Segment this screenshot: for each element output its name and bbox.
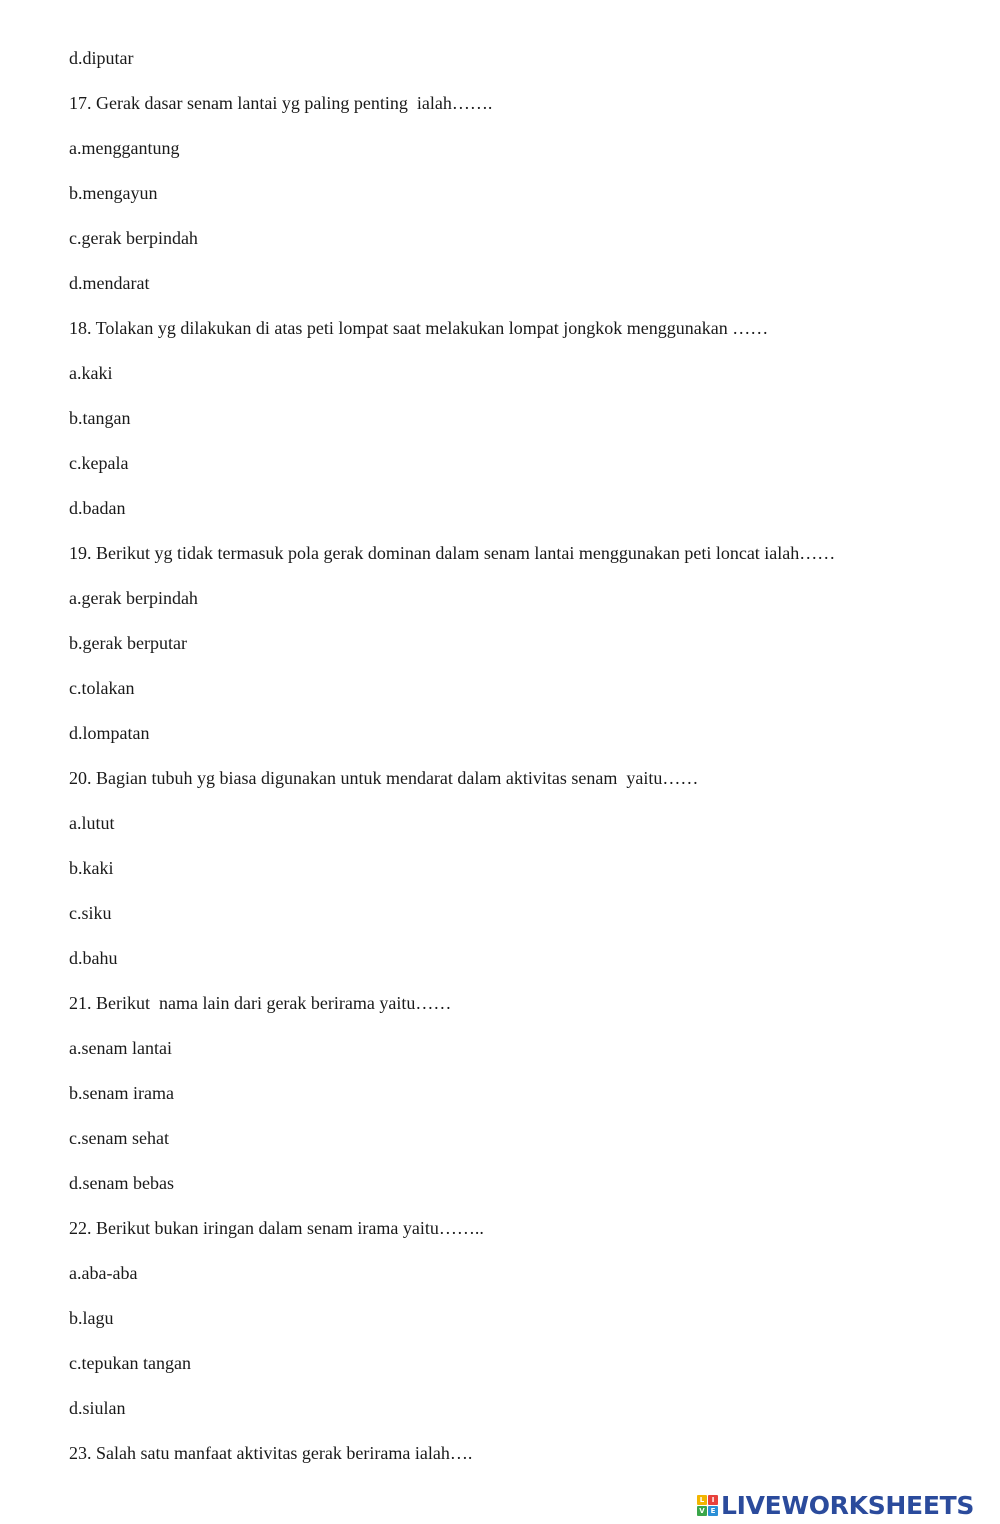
option-19-b: b.gerak berputar (69, 633, 187, 653)
option-17-b: b.mengayun (69, 183, 158, 203)
option-21-c: c.senam sehat (69, 1128, 169, 1148)
option-20-a: a.lutut (69, 813, 115, 833)
option-20-b: b.kaki (69, 858, 114, 878)
option-22-b: b.lagu (69, 1308, 114, 1328)
option-22-a: a.aba-aba (69, 1263, 138, 1283)
option-22-c: c.tepukan tangan (69, 1353, 191, 1373)
question-22: 22. Berikut bukan iringan dalam senam irama yaitu…….. (69, 1218, 484, 1238)
option-19-a: a.gerak berpindah (69, 588, 198, 608)
option-17-d: d.mendarat (69, 273, 150, 293)
question-23: 23. Salah satu manfaat aktivitas gerak berirama ialah…. (69, 1443, 473, 1463)
option-19-d: d.lompatan (69, 723, 150, 743)
option-21-d: d.senam bebas (69, 1173, 174, 1193)
logo-mark-e: E (708, 1506, 718, 1516)
option-19-c: c.tolakan (69, 678, 135, 698)
option-20-c: c.siku (69, 903, 112, 923)
option-16-d: d.diputar (69, 48, 134, 68)
question-20: 20. Bagian tubuh yg biasa digunakan untuk mendarat dalam aktivitas senam yaitu…… (69, 768, 699, 788)
question-18: 18. Tolakan yg dilakukan di atas peti lompat saat melakukan lompat jongkok menggunakan …… (69, 318, 769, 338)
logo-mark-icon (697, 1495, 718, 1516)
question-17: 17. Gerak dasar senam lantai yg paling penting ialah……. (69, 93, 493, 113)
option-20-d: d.bahu (69, 948, 118, 968)
logo-mark-l: L (697, 1495, 707, 1505)
logo-mark-i: I (708, 1495, 718, 1505)
option-17-c: c.gerak berpindah (69, 228, 198, 248)
option-22-d: d.siulan (69, 1398, 126, 1418)
logo-text: LIVEWORKSHEETS (721, 1490, 975, 1520)
liveworksheets-logo[interactable] (697, 1490, 974, 1520)
option-21-b: b.senam irama (69, 1083, 174, 1103)
question-19: 19. Berikut yg tidak termasuk pola gerak dominan dalam senam lantai menggunakan peti loncat ialah…… (69, 543, 836, 563)
question-21: 21. Berikut nama lain dari gerak berirama yaitu…… (69, 993, 452, 1013)
option-18-c: c.kepala (69, 453, 129, 473)
option-17-a: a.menggantung (69, 138, 180, 158)
option-18-d: d.badan (69, 498, 126, 518)
logo-mark-v: V (697, 1506, 707, 1516)
option-18-a: a.kaki (69, 363, 113, 383)
option-21-a: a.senam lantai (69, 1038, 172, 1058)
option-18-b: b.tangan (69, 408, 131, 428)
